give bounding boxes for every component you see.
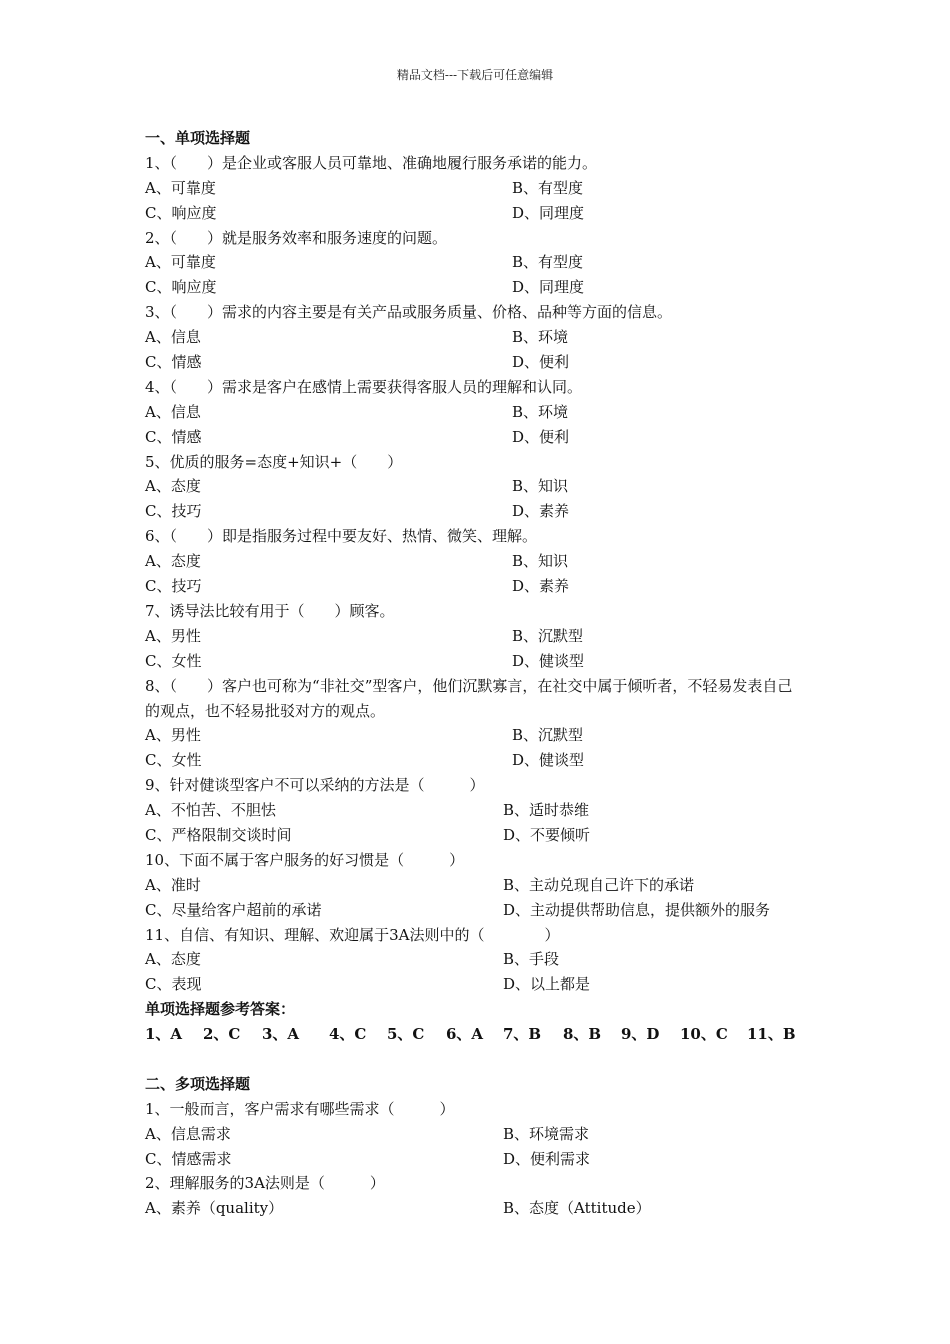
option-c: C、情感 [145,427,202,446]
option-d: D、同理度 [512,203,585,222]
option-d: D、以上都是 [503,975,591,994]
option-d: D、素养 [512,577,570,596]
question-8: 8、（ ）客户也可称为“非社交”型客户，他们沉默寡言，在社交中属于倾听者，不轻易发表自己的观点，也不轻易批驳对方的观点。 [145,676,793,720]
option-b: B、沉默型 [512,626,584,645]
page-header: 精品文档---下载后可任意编辑 [396,68,554,82]
option-d: D、素养 [512,502,570,521]
option-c: C、严格限制交谈时间 [145,825,292,844]
options-row [145,250,825,275]
options-row [145,798,825,823]
question-5: 5、优质的服务=态度+知识+（ ） [145,452,403,471]
option-c: C、响应度 [145,278,217,297]
option-a: A、信息 [145,402,201,421]
option-b: B、知识 [512,477,569,496]
option-d: D、主动提供帮助信息，提供额外的服务 [503,900,771,919]
section-title-single-choice: 一、单项选择题 [145,129,251,147]
question-1: 1、（ ）是企业或客服人员可靠地、准确地履行服务承诺的能力。 [145,153,598,172]
option-b: B、沉默型 [512,726,584,745]
option-d: D、健谈型 [512,751,585,770]
option-d: D、便利 [512,353,570,372]
option-a: A、态度 [145,552,201,571]
question-4: 4、（ ）需求是客户在感情上需要获得客服人员的理解和认同。 [145,377,583,396]
option-c: C、情感 [145,353,202,372]
option-c: C、情感需求 [145,1149,232,1168]
answer-item: 10、C [680,1025,728,1044]
answer-item: 7、B [503,1025,542,1044]
option-c: C、技巧 [145,577,202,596]
option-a: A、信息需求 [145,1124,231,1143]
answer-item: 1、A [145,1025,183,1044]
options-row [145,574,825,599]
option-a: A、不怕苦、不胆怯 [145,801,276,820]
question-3: 3、（ ）需求的内容主要是有关产品或服务质量、价格、品种等方面的信息。 [145,303,673,322]
options-row [145,748,825,773]
options-row [145,1147,825,1172]
option-a: A、准时 [145,875,201,894]
option-b: B、主动兑现自己许下的承诺 [503,875,695,894]
options-row [145,947,825,972]
question-11: 11、自信、有知识、理解、欢迎属于3A法则中的（ ） [145,925,560,944]
options-row [145,624,825,649]
options-row [145,649,825,674]
option-a: A、信息 [145,328,201,347]
option-b: B、手段 [503,950,560,969]
question-2-2: 2、理解服务的3A法则是（ ） [145,1174,385,1193]
options-row [145,549,825,574]
options-row [145,823,825,848]
question-2-1: 1、一般而言，客户需求有哪些需求（ ） [145,1099,455,1118]
answer-item: 9、D [621,1025,660,1044]
options-row [145,723,825,748]
option-a: A、可靠度 [145,253,216,272]
options-row [145,1122,825,1147]
option-b: B、知识 [512,552,569,571]
option-c: C、尽量给客户超前的承诺 [145,900,322,919]
options-row [145,972,825,997]
answer-item: 2、C [203,1025,241,1044]
options-row [145,499,825,524]
question-7: 7、诱导法比较有用于（ ）顾客。 [145,601,395,620]
answer-key [145,1022,825,1047]
answer-item: 3、A [262,1025,300,1044]
option-b: B、态度（Attitude） [503,1199,651,1218]
options-row [145,1196,825,1221]
option-c: C、表现 [145,975,202,994]
options-row [145,325,825,350]
option-b: B、环境 [512,328,569,347]
option-a: A、男性 [145,726,201,745]
option-d: D、便利 [512,427,570,446]
option-a: A、态度 [145,477,201,496]
option-b: B、有型度 [512,253,584,272]
option-b: B、环境需求 [503,1124,590,1143]
question-9: 9、针对健谈型客户不可以采纳的方法是（ ） [145,776,485,795]
options-row [145,176,825,201]
section-title-multiple-choice: 二、多项选择题 [145,1074,251,1093]
question-2: 2、（ ）就是服务效率和服务速度的问题。 [145,228,448,247]
option-a: A、态度 [145,950,201,969]
option-c: C、女性 [145,751,202,770]
answer-item: 4、C [329,1025,367,1044]
options-row [145,474,825,499]
options-row [145,425,825,450]
option-d: D、便利需求 [503,1149,591,1168]
answer-item: 11、B [747,1025,796,1044]
options-row [145,873,825,898]
options-row [145,275,825,300]
option-d: D、不要倾听 [503,825,591,844]
option-b: B、有型度 [512,178,584,197]
option-d: D、同理度 [512,278,585,297]
option-d: D、健谈型 [512,651,585,670]
option-c: C、响应度 [145,203,217,222]
options-row [145,400,825,425]
options-row [145,898,825,923]
answer-item: 6、A [446,1025,484,1044]
option-a: A、可靠度 [145,178,216,197]
answer-item: 8、B [563,1025,602,1044]
answer-key-title: 单项选择题参考答案： [145,1000,296,1019]
option-a: A、男性 [145,626,201,645]
option-c: C、女性 [145,651,202,670]
option-b: B、适时恭维 [503,801,590,820]
question-6: 6、（ ）即是指服务过程中要友好、热情、微笑、理解。 [145,527,538,546]
option-b: B、环境 [512,402,569,421]
answer-item: 5、C [387,1025,425,1044]
option-c: C、技巧 [145,502,202,521]
option-a: A、素养（quality） [145,1199,284,1218]
document-body [145,126,825,1221]
options-row [145,350,825,375]
question-10: 10、下面不属于客户服务的好习惯是（ ） [145,850,465,869]
options-row [145,201,825,226]
